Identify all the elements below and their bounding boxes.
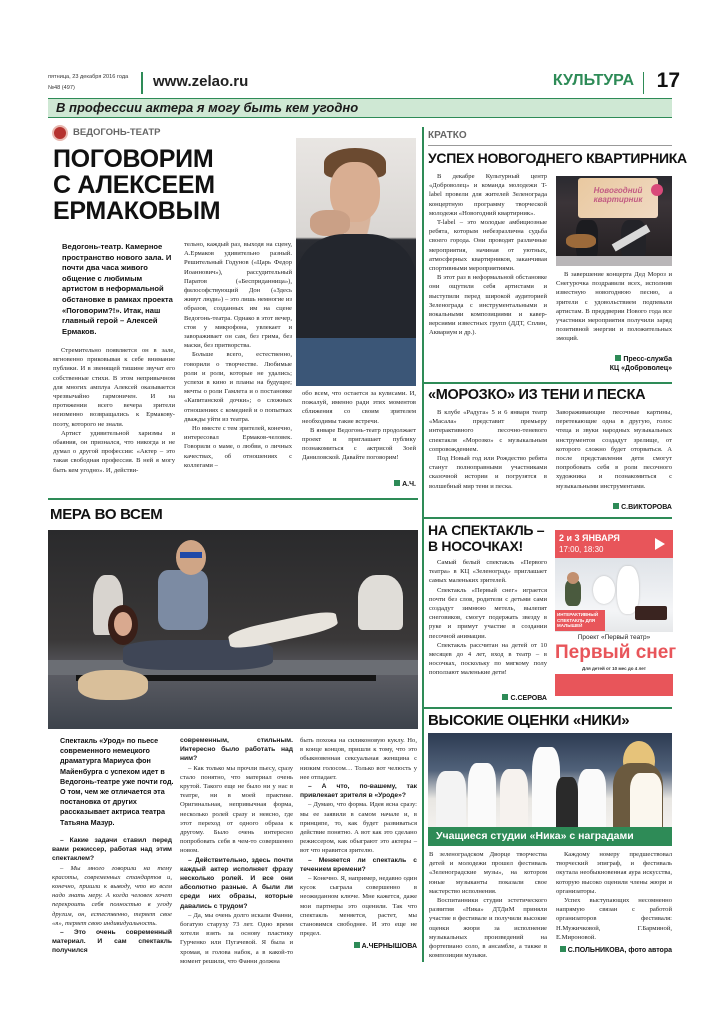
right-column-rule	[422, 127, 424, 962]
issue-date: пятница, 23 декабря 2016 года	[48, 74, 129, 80]
signature: С.СЕРОВА	[429, 694, 547, 702]
snow-photo	[555, 558, 673, 632]
signature: С.ПОЛЬНИКОВА, фото автора	[556, 946, 672, 955]
photo-caption: Учащиеся студии «Ника» с наградами	[436, 830, 634, 842]
poster-text: Новогодний квартирник	[593, 186, 643, 204]
site-url[interactable]: www.zelao.ru	[153, 73, 249, 90]
article-col-2: Завораживающие песочные картины, перетекающие одна в другую, голос чтеца и звуки народных музыкальных инструментов создадут зрелище, от которого сложно будет оторваться. А после представления дети смогут попробовать себя в роли песочного художника и познакомиться с музыкальными инструментами.	[556, 409, 672, 490]
signature: С.ВИКТОРОВА	[556, 503, 672, 511]
tagline: В профессии актера я могу быть кем угодно	[56, 100, 359, 115]
section-name: КУЛЬТУРА	[552, 72, 634, 89]
photo-caption-bar	[428, 827, 672, 846]
article-lead: Ведогонь-театр. Камерное пространство нового зала. И почти два часа живого общение с любимым артистом в неформальной обстановке в рамках проекта «Поговорим?!». Итак, наш главный герой – Алексей Ермаков.	[62, 242, 173, 336]
poster-project: Проект «Первый театр»	[577, 634, 651, 641]
article-lead: Спектакль «Урод» по пьесе современного немецкого драматурга Мариуса фон Майенбурга с успехом идет в Ведогонь-театре уже почти год. О том, чем же отличается эта постановка от других рассказывает актриса театра Татьяна Мазур.	[60, 736, 174, 827]
article-col-1: В зеленоградском Дворце творчества детей и молодежи прошел фестиваль «Зеленоградские музы», на котором юные музыканты показали свое мастерство исполнения. Воспитанники студии эстетического развития «Ника» ДТДиМ приняли участие в фестивале и получили высокие оценки жюри за исполнение музыкальных произведений на фортепиано соло, в ансамбле, а также в композиции музыки.	[429, 851, 547, 960]
article-title: МЕРА ВО ВСЕМ	[50, 506, 163, 523]
masthead	[48, 70, 688, 100]
article-title: ВЫСОКИЕ ОЦЕНКИ «НИКИ»	[428, 712, 630, 729]
interview-col-2: современным, стильным. Интересно было работать над ним? – Как только мы прочли пьесу, сразу стало понятно, что материал очень крутой. Такого еще не было ни у нас в театре, ни в моей практике. Оригинальная, непривычная форма, несколько ролей сразу и неясно, где этот переход от одного образа к другому. Было очень интересно попробовать себя в чем-то совершенно новом. – Действительно, здесь почти каждый актер исполняет фразу несколько ролей. И все они абсолютно разные. А были ли среди них образы, которые давались с трудом? – Да, мы очень долго искали Фанни, богатую старуху 73 лет. Одно время хотели взять за основу пластику Гурченко или Пугачевой. Я была и хромая, и голова набок, а в какой-то момент решили, что Фанни должна	[180, 737, 293, 965]
rubric-vedogon: ВЕДОГОНЬ-ТЕАТР	[73, 127, 161, 138]
concert-photo	[556, 176, 672, 266]
article-col-3: обо всем, что остается за кулисами. И, пожалуй, именно ради этих моментов сближения со своим зрителем необходимы такие встречи. В январе Ведогонь-театр продолжает проект и приглашает публику познакомиться с актрисой Зоей Даниловской. Давайте поговорим!	[302, 390, 416, 462]
poster-header	[555, 530, 673, 558]
rubric-underline	[428, 145, 672, 146]
section-divider-line	[424, 382, 672, 384]
article-col-1: В клубе «Радуга» 5 и 6 января театр «Масала» представит премьеру интерактивного песочно-теневого спектакля «Морозко» с музыкальным сопровождением. Под Новый год или Рождество ребята станут полноправными участниками сказочной истории и погрузятся в волшебный мир тени и песка.	[429, 409, 547, 490]
signature-marker-icon	[615, 355, 621, 361]
poster-footer	[555, 674, 673, 696]
rubric-kratko: КРАТКО	[428, 130, 467, 141]
section-divider	[643, 72, 645, 94]
poster-dates: 2 и 3 ЯНВАРЯ	[559, 533, 620, 543]
article-col-2: Каждому номеру предшествовал творческий эпиграф, и фестиваль окутала необыкновенная аура искусства, которую высоко оценили члены жюри и организаторы. Успех выступающих несомненно напрямую связан с работой организаторов фестиваля: Н.Мужичковой, Г.Барминой, Е.Мироновой. С.ПОЛЬНИКОВА, фото автора	[556, 851, 672, 955]
interview-col-1: – Какие задачи ставил перед вами режиссер, работая над этим спектаклем? – Мы много говорили на тему красоты, современных стандартов и, конечно, пришли к выводу, что во всем надо знать меру. А когда человек хочет перекроить себя полностью в угоду другим, он, естественно, теряет свое «я», теряет свою индивидуальность. – Это очень современный материал. И сам спектакль получился	[52, 837, 172, 955]
article-title: УСПЕХ НОВОГОДНЕГО КВАРТИРНИКА	[428, 150, 687, 166]
signature: Пресс-служба КЦ «Доброволец»	[609, 356, 672, 372]
signature-marker-icon	[354, 942, 360, 948]
article-col-1: В декабре Культурный центр «Доброволец» и команда молодежи T-label провели для жителей Зеленограда концертную программу творческой молодежи «Новогодний квартирник». T-label – это молодые амбициозные ребята, которым небезразлична судьба своего города. Они проводят различные мероприятия, начиная от уютных, атмосферных квартирников, заканчивая спортивными мероприятиями. В этот раз в неформальной обстановке они ощутили себя артистами и выступили перед широкой аудиторией Зеленограда с инструментальными и вокальными композициями и кавер-версиями известных групп (ДДТ, Сплин, Аквариум и др.).	[429, 173, 547, 337]
article-title: «МОРОЗКО» ИЗ ТЕНИ И ПЕСКА	[428, 387, 646, 403]
interview-col-3: быть похожа на силиконовую куклу. Но, в конце концов, пришли к тому, что это обыкновенная сексуальная женщина с низким голосом… Только вот челюсть у нее отпадает. – А что, по-вашему, так привлекает зрителя в «Уроде»? – Думаю, что форма. Идея ясна сразу: мы ее заявили в самом начале и, в принципе, то, как будет развиваться действие понятно. А вот как это сделано режиссером, как обыграют это актеры – вот что нравится зрителю. – Меняется ли спектакль с течением времени? – Конечно. Я, например, недавно один кусок сыграла совершенно в неожиданном ключе. Мне кажется, даже мои партнеры это оценили. Так что спектакль меняется, растет, мы становимся свободнее. И это еще не предел. А.ЧЕРНЫШОВА	[300, 737, 417, 951]
section-divider-line	[424, 517, 672, 519]
masthead-divider	[141, 72, 143, 94]
tagline-band	[48, 98, 672, 118]
article-title: ПОГОВОРИМ С АЛЕКСЕЕМ ЕРМАКОВЫМ	[53, 145, 221, 225]
page-number: 17	[656, 69, 680, 92]
rubric-logo-icon	[52, 125, 68, 141]
signature: А.Ч.	[302, 480, 416, 488]
ermakov-photo	[296, 138, 416, 386]
section-divider-line	[424, 707, 672, 709]
article-title: НА СПЕКТАКЛЬ – В НОСОЧКАХ!	[428, 522, 545, 554]
signature: А.ЧЕРНЫШОВА	[300, 942, 417, 950]
poster-times: 17:00, 18:30	[559, 545, 604, 554]
issue-number: №48 (497)	[48, 85, 75, 91]
article-col-1: Стремительно появляется он в зале, мгновенно приковывая к себе внимание публики. И в звенящей тишине звучат его собственные стихи. В этом непривычном для многих амплуа Алексей оказывается чрезвычайно гармоничен. И на протяжении всего вечера зрители неизменно возвращались к Ермакову-поэту, которого не знали. Артист удивительной харизмы и обаяния, он признался, что никогда и не думал о другой профессии: «Актер – это такая свободная профессия. В ней я могу быть кем угодно». И, действи-	[53, 347, 175, 474]
snow-poster	[555, 530, 677, 700]
article-col-2: тельно, каждый раз, выходя на сцену, А.Ермаков удивительно разный. Решительный Годунов («Царь Федор Иоаннович»), рассудительный Паратов («Бесприданница»), философствующий Дон («Здесь живут люди») – это лишь немногие из образов, созданных им на сцене Ведогонь-театра. Однако в этот вечер, стоя у микрофона, увлекает и завораживает он сам, без грима, без маски, без притворства. Больше всего, естественно, говорили о творчестве. Любимые роли и роли, которые не удались; успехи в кино и планы на будущее; мечты о роли Гамлета и о постановке «Капитанской дочки»; о сложных отношениях с комедией и о попытках дважды уйти из театра. Но вместе с тем зрителей, конечно, интересовал Ермаков-человек. Говорили о маме, о любви, о личных качествах, об отношениях с коллегами –	[184, 241, 292, 469]
nika-photo	[428, 733, 672, 827]
mera-photo	[48, 530, 418, 729]
poster-badge: ИНТЕРАКТИВНЫЙ СПЕКТАКЛЬ ДЛЯ МАЛЫШЕЙ	[555, 610, 605, 631]
section-divider-line	[48, 498, 418, 500]
article-col-1: Самый белый спектакль «Первого театра» в КЦ «Зеленоград» приглашает самых маленьких зрителей. Спектакль «Первый снег» играется почти без слов, родители с детьми сами создадут зимнюю метель, вылепят снеговиков, смогут подержать звезду в руке и примут участие в создании песочной анимации. Спектакль рассчитан на детей от 10 месяцев до 4 лет, вход в театр – в носочках, поскольку по мягкому полу поползают маленькие дети!	[429, 559, 547, 677]
article-col-2: В завершение концерта Дед Мороз и Снегурочка поздравили всех, исполнив известную новогоднюю песню, а зрители с удовольствием подпевали артистам. В преддверии Нового года все участники мероприятия получили заряд позитивной энергии и положительных эмоций.	[556, 271, 672, 343]
signature-marker-icon	[502, 694, 508, 700]
poster-title: Первый снег	[555, 642, 677, 663]
signature-marker-icon	[560, 946, 566, 952]
signature-marker-icon	[394, 480, 400, 486]
signature-marker-icon	[613, 503, 619, 509]
play-logo-icon	[655, 538, 665, 550]
poster-age: Для детей от 10 мес до 4 лет	[582, 666, 646, 671]
